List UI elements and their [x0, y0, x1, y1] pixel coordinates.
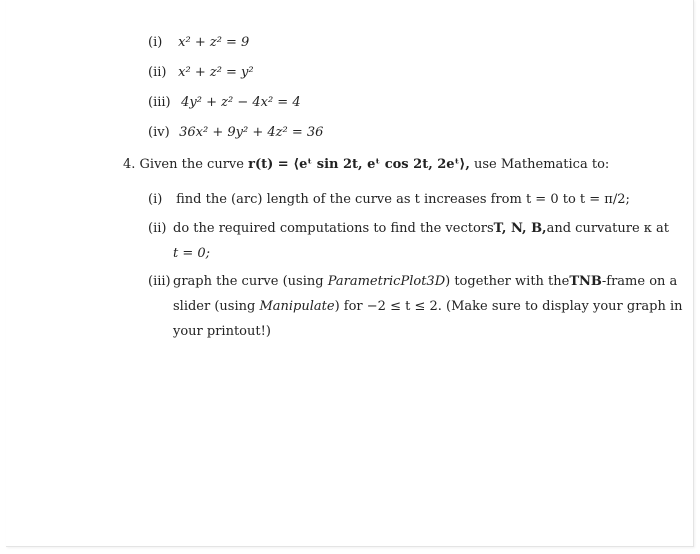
- part-item: [148, 192, 630, 208]
- equation-item: [148, 125, 323, 141]
- part-item: [148, 221, 172, 237]
- part-text: your printout!): [173, 324, 271, 339]
- part-text-line: [173, 274, 678, 290]
- problem-intro: [123, 157, 609, 173]
- part-text-line: [173, 324, 271, 340]
- part-label: (ii): [148, 221, 167, 236]
- part-text: -frame on a: [601, 274, 678, 289]
- part-text: do the required computations to find the vectors: [173, 221, 494, 236]
- problem-intro-suffix: use Mathematica to:: [474, 157, 610, 172]
- equation-label: (iv): [148, 125, 170, 140]
- part-text: slider (using: [173, 299, 256, 314]
- equation-text: 4y² + z² − 4x² = 4: [181, 95, 301, 110]
- part-text: find the (arc) length of the curve as t increases from t = 0 to t = π/2;: [176, 192, 630, 207]
- part-label: (iii): [148, 274, 171, 289]
- part-text-line: [173, 299, 683, 315]
- part-text: and curvature κ at: [546, 221, 670, 236]
- equation-item: [148, 35, 249, 51]
- vector-names: T, N, B,: [493, 221, 547, 236]
- part-label: (i): [148, 192, 163, 207]
- part-text: ) together with the: [445, 274, 570, 289]
- equation-item: [148, 65, 254, 81]
- equation-text: x² + z² = 9: [178, 35, 250, 50]
- equation-text: 36x² + 9y² + 4z² = 36: [179, 125, 324, 140]
- curve-definition: r(t) = ⟨eᵗ sin 2t, eᵗ cos 2t, 2eᵗ⟩,: [248, 157, 470, 172]
- part-text: graph the curve (using: [173, 274, 324, 289]
- problem-number: 4.: [123, 157, 136, 172]
- part-text: t = 0;: [173, 246, 211, 261]
- equation-label: (ii): [148, 65, 167, 80]
- equation-label: (iii): [148, 95, 171, 110]
- document-page: [6, 0, 694, 547]
- equation-item: [148, 95, 301, 111]
- part-text-line: [173, 221, 670, 237]
- function-name: Manipulate: [259, 299, 335, 314]
- part-item: [148, 274, 172, 290]
- problem-intro-prefix: Given the curve: [139, 157, 244, 172]
- equation-label: (i): [148, 35, 163, 50]
- frame-name: TNB: [569, 274, 602, 289]
- part-text-line: [173, 246, 210, 262]
- function-name: ParametricPlot3D: [327, 274, 446, 289]
- part-text: ) for −2 ≤ t ≤ 2. (Make sure to display your graph in: [334, 299, 683, 314]
- equation-text: x² + z² = y²: [178, 65, 254, 80]
